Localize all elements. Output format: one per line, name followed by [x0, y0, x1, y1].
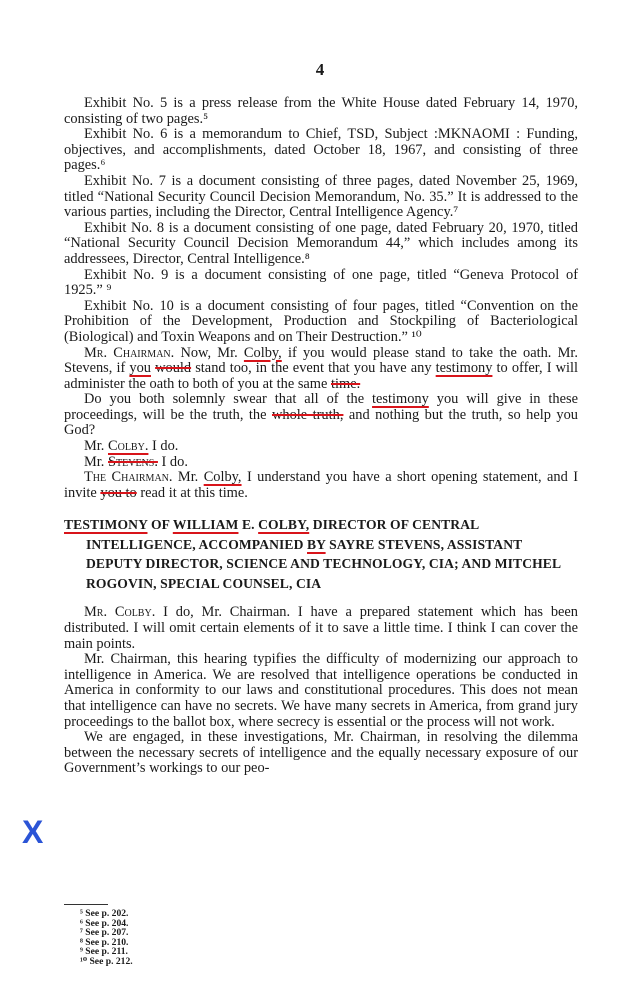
- annotated-heading-william: WILLIAM: [172, 517, 239, 533]
- exhibit-5: Exhibit No. 5 is a press release from the White House dated February 14, 1970, consisting of two pages.⁵: [64, 95, 578, 127]
- speaker-stevens: Stevens.: [108, 453, 158, 470]
- speaker-chairman: Mr. Chairman.: [84, 344, 175, 361]
- statement-opening: Mr. Colby. I do, Mr. Chairman. I have a prepared statement which has been distributed. I will omit certain elements of it to save a little time. I think I can cover the main points.: [64, 604, 578, 652]
- colby-response: Mr. Colby. I do.: [84, 438, 179, 455]
- speaker-chairman-2: The Chairman.: [84, 469, 173, 486]
- testimony-heading: TESTIMONY OF WILLIAM E. COLBY, DIRECTOR OF CENTRAL INTELLIGENCE, ACCOMPANIED BY SAYRE STEVENS, ASSISTANT DEPUTY DIRECTOR, SCIENCE AND TECHNOLOGY, CIA; AND MITCHEL ROGOVIN, SPECIAL COUNSEL, CIA: [64, 517, 561, 591]
- footnotes: [80, 909, 133, 967]
- annotated-would: would: [155, 360, 192, 377]
- annotated-you: you: [129, 360, 151, 377]
- margin-x-mark: X: [22, 814, 44, 850]
- footnote-10: ¹⁰ See p. 212.: [80, 955, 133, 967]
- footnote-5: ⁵ See p. 202.: [80, 908, 129, 919]
- speaker-colby-2: Mr. Colby.: [84, 604, 156, 621]
- speaker-colby: Colby.: [108, 438, 149, 455]
- chairman-oath-request: Mr. Chairman. Now, Mr. Colby, if you would please stand to take the oath. Mr. Stevens, if you would stand too, in the event that you have any testimony to offer, I will administer the oath to both of you at the same time.: [64, 344, 579, 392]
- exhibit-9: Exhibit No. 9 is a document consisting of one page, titled “Geneva Protocol of 1925.” ⁹: [64, 266, 578, 299]
- annotated-heading-by: BY: [307, 536, 326, 552]
- footnote-6: ⁶ See p. 204.: [80, 917, 129, 929]
- annotated-heading-testimony: TESTIMONY: [64, 517, 148, 533]
- footnote-8: ⁸ See p. 210.: [80, 936, 129, 948]
- annotated-you-to: you to: [100, 484, 137, 501]
- annotated-testimony: testimony: [435, 360, 493, 377]
- stevens-response: Mr. Stevens. I do.: [84, 453, 188, 470]
- annotated-colby: Colby,: [243, 344, 282, 361]
- annotated-time: time.: [331, 375, 361, 392]
- footnote-7: ⁷ See p. 207.: [80, 927, 129, 939]
- footnote-9: ⁹ See p. 211.: [80, 946, 128, 958]
- exhibit-7: Exhibit No. 7 is a document consisting of three pages, dated November 25, 1969, titled “National Security Council Decision Memorandum, No. 35.” It is addressed to the various parties, including the Director, Central Intelligence Agency.⁷: [64, 172, 578, 221]
- annotated-whole-truth: whole truth,: [271, 406, 344, 423]
- document-body: [64, 96, 578, 777]
- chairman-invitation: The Chairman. Mr. Colby, I understand you have a short opening statement, and I invite you to read it at this time.: [64, 469, 578, 501]
- footnote-divider: [64, 904, 108, 905]
- annotated-testimony-2: testimony: [372, 391, 429, 408]
- page-number: 4: [315, 60, 325, 79]
- exhibit-10: Exhibit No. 10 is a document consisting of four pages, titled “Convention on the Prohibition of the Development, Production and Stockpiling of Bacteriological (Biological) and Toxin Weapons and on Their Destruction.” ¹⁰: [64, 297, 578, 345]
- statement-paragraph-2: Mr. Chairman, this hearing typifies the difficulty of modernizing our approach to intelligence in America. We are resolved that intelligence operations be conducted in America in conformity to our laws and constitutional procedures. This does not mean that intelligence can have no secrets. We have many secrets in America, from grand jury proceedings to the ballot box, where secrecy is essential or the process will not work.: [64, 651, 578, 730]
- exhibit-6: Exhibit No. 6 is a memorandum to Chief, TSD, Subject :MKNAOMI : Funding, objectives, and accomplishments, dated October 18, 1967, and consisting of three pages.⁶: [64, 126, 578, 174]
- exhibit-8: Exhibit No. 8 is a document consisting of one page, dated February 20, 1970, titled “National Security Council Decision Memorandum 44,” which includes among its addressees, Director, Central Intelligence.⁸: [64, 219, 578, 267]
- annotated-colby-2: Colby,: [203, 469, 242, 486]
- statement-paragraph-3: We are engaged, in these investigations, Mr. Chairman, in resolving the dilemma between the necessary secrets of intelligence and the equally necessary exposure of our Government’s workings to our peo-: [64, 729, 578, 777]
- annotated-heading-colby: COLBY,: [258, 517, 310, 533]
- oath-text: Do you both solemnly swear that all of the testimony you will give in these proceedings, will be the truth, the whole truth, and nothing but the truth, so help you God?: [64, 391, 579, 439]
